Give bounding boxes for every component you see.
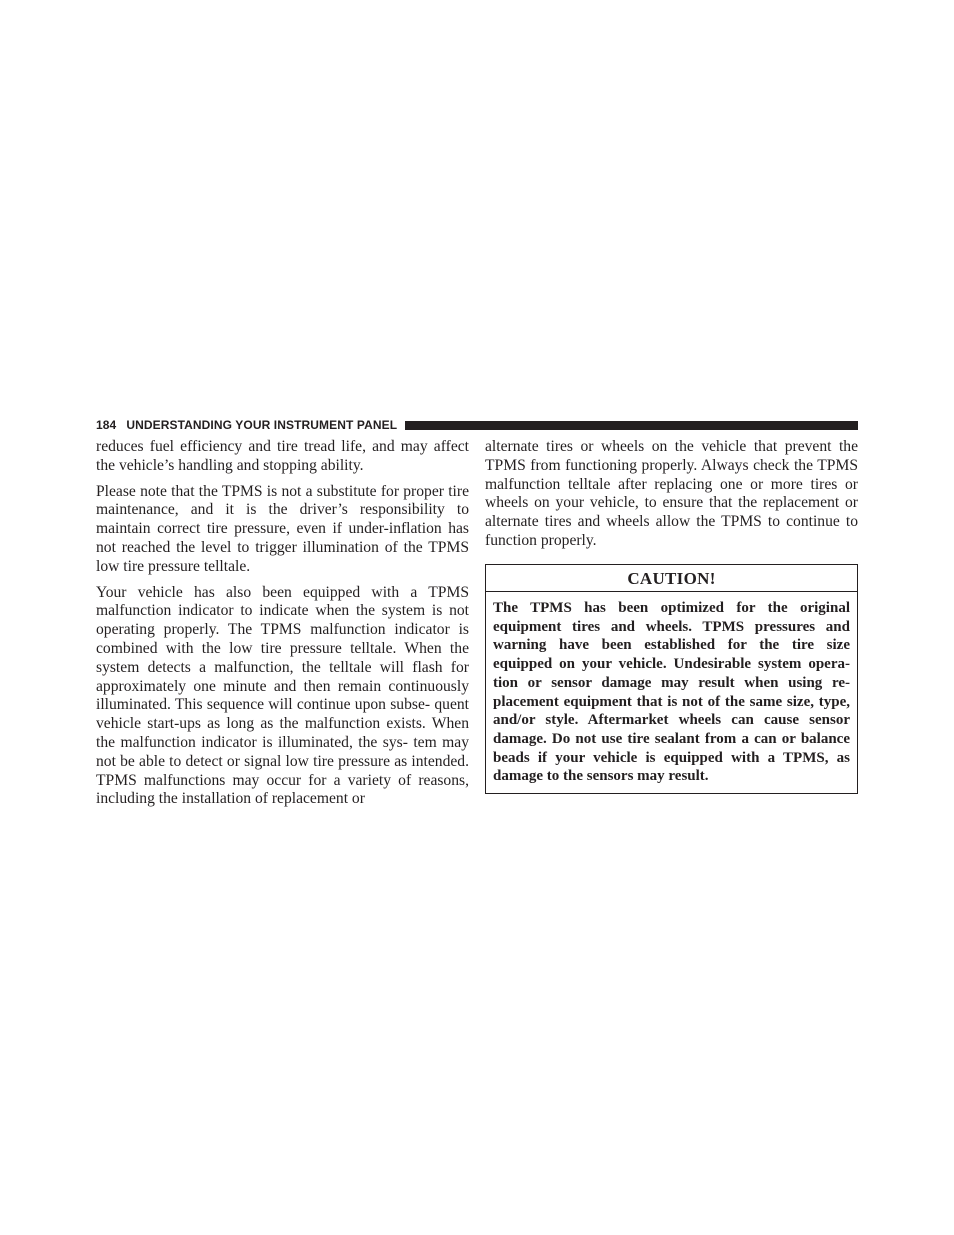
body-paragraph: Please note that the TPMS is not a substitute for proper tire maintenance, and it is the driver’s responsibility to maintain correct tire pressure, even if under-inflation has not reached the level to trigger illumination of the TPMS low tire pressure telltale. <box>96 482 469 575</box>
section-title: UNDERSTANDING YOUR INSTRUMENT PANEL <box>126 418 398 432</box>
body-paragraph: reduces fuel efficiency and tire tread life, and may affect the vehicle’s handling and stopping ability. <box>96 438 469 474</box>
header-rule <box>405 421 858 430</box>
body-paragraph: Your vehicle has also been equipped with a TPMS malfunction indicator to indicate when the system is not operating properly. The TPMS malfunction indicator is combined with the low tire pressure telltale. When the system detects a malfunction, the telltale will flash for approximately one minute and then remain continuously illuminated. This sequence will continue upon subse- quent vehicle start-ups as long as the malfunction exists. When the malfunction indicator is illuminated, the sys- tem may not be able to detect or signal low tire pressure as intended. TPMS malfunctions may occur for a variety of reasons, including the installation of replacement or <box>96 583 469 808</box>
right-column <box>485 438 858 558</box>
left-column <box>96 438 469 816</box>
caution-box <box>485 564 858 794</box>
page-number: 184 <box>96 418 117 432</box>
caution-text: The TPMS has been optimized for the original equipment tires and wheels. TPMS pressures and warning have been established for the tire size equipped on your vehicle. Undesirable system opera- tion or sensor damage may result when using re- placement equipment that is not of the same size, type, and/or style. Aftermarket wheels can cause sensor damage. Do not use tire sealant from a can or balance beads if your vehicle is equipped with a TPMS, as damage to the sensors may result. <box>493 600 850 785</box>
page-header <box>96 416 858 434</box>
caution-title: CAUTION! <box>486 565 857 592</box>
body-paragraph: alternate tires or wheels on the vehicle that prevent the TPMS from functioning properly. Always check the TPMS malfunction telltale after replacing one or more tires or wheels on your vehicle, to ensure that the replacement or alternate tires and wheels allow the TPMS to continue to function properly. <box>485 438 858 549</box>
